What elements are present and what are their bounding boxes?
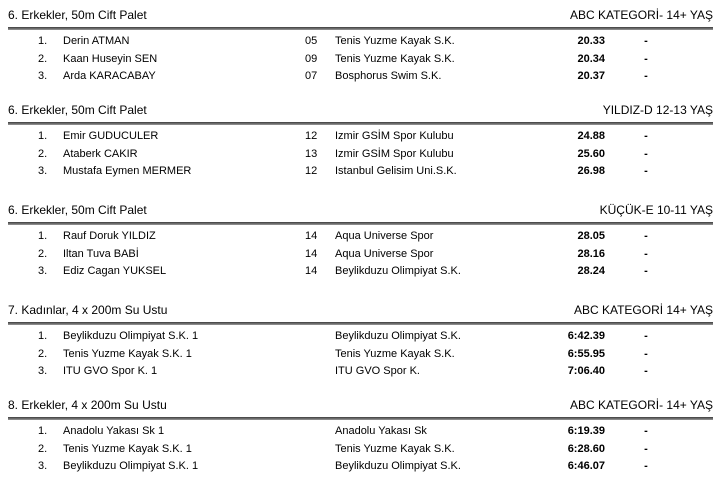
result-time: 28.16 [577,247,605,260]
rank-label: 1. [38,230,48,242]
points-dash: - [644,425,648,437]
club-name: Beylikduzu Olimpiyat S.K. [335,330,461,342]
athlete-name: Iltan Tuva BABİ [63,247,139,260]
header-rule [8,27,713,30]
result-row [0,327,719,345]
section-header [8,103,713,117]
athlete-name: Derin ATMAN [63,35,130,47]
points-dash: - [644,35,648,47]
result-time: 6:42.39 [567,330,605,342]
result-row [0,262,719,280]
birth-year: 13 [305,147,318,160]
club-name: Aqua Universe Spor [335,230,434,242]
results-list [0,32,719,85]
event-section-1 [0,8,719,85]
rank-label: 2. [38,52,48,65]
points-dash: - [644,265,648,277]
club-name: Izmir GSİM Spor Kulubu [335,130,454,142]
category-label: ABC KATEGORİ- 14+ YAŞ [569,398,713,412]
team-name: Beylikduzu Olimpiyat S.K. 1 [63,460,199,472]
club-name: Beylikduzu Olimpiyat S.K. [335,460,461,472]
birth-year: 09 [305,52,318,65]
event-title: 8. Erkekler, 4 x 200m Su Ustu [8,398,167,412]
event-title: 7. Kadınlar, 4 x 200m Su Ustu [8,303,168,317]
club-name: Tenis Yuzme Kayak S.K. [335,52,455,65]
section-header [8,203,713,217]
result-time: 24.88 [577,130,605,142]
header-rule [8,122,713,125]
section-header [8,303,713,317]
result-time: 6:46.07 [567,460,605,472]
team-name: Tenis Yuzme Kayak S.K. 1 [63,347,192,360]
club-name: Tenis Yuzme Kayak S.K. [335,442,455,455]
club-name: Aqua Universe Spor [335,247,434,260]
birth-year: 14 [305,265,318,277]
points-dash: - [644,330,648,342]
athlete-name: Mustafa Eymen MERMER [63,165,192,177]
club-name: Beylikduzu Olimpiyat S.K. [335,265,461,277]
result-row [0,345,719,363]
result-row [0,422,719,440]
result-time: 28.24 [577,265,605,277]
header-rule [8,417,713,420]
result-row [0,362,719,380]
points-dash: - [644,230,648,242]
event-section-4 [0,303,719,380]
rank-label: 1. [38,130,48,142]
section-header [8,8,713,22]
birth-year: 12 [305,165,318,177]
club-name: Bosphorus Swim S.K. [335,70,442,82]
club-name: Anadolu Yakası Sk [335,425,427,437]
birth-year: 14 [305,247,318,260]
points-dash: - [644,165,648,177]
club-name: Tenis Yuzme Kayak S.K. [335,347,455,360]
result-row [0,440,719,458]
header-rule [8,322,713,325]
birth-year: 07 [305,70,318,82]
rank-label: 2. [38,442,48,455]
athlete-name: Arda KARACABAY [63,70,156,82]
result-row [0,145,719,163]
result-row [0,50,719,68]
result-time: 25.60 [577,147,605,160]
result-time: 6:55.95 [567,347,605,360]
athlete-name: Rauf Doruk YILDIZ [63,230,156,242]
rank-label: 1. [38,35,48,47]
result-time: 28.05 [577,230,605,242]
category-label: ABC KATEGORİ 14+ YAŞ [573,303,713,317]
result-row [0,32,719,50]
category-label: YILDIZ-D 12-13 YAŞ [602,103,713,117]
rank-label: 3. [38,265,48,277]
header-rule [8,222,713,225]
points-dash: - [644,460,648,472]
event-title: 6. Erkekler, 50m Cift Palet [8,8,147,22]
section-header [8,398,713,412]
team-name: Tenis Yuzme Kayak S.K. 1 [63,442,192,455]
points-dash: - [644,130,648,142]
club-name: Istanbul Gelisim Uni.S.K. [335,165,457,177]
result-row [0,227,719,245]
result-time: 7:06.40 [567,365,605,377]
points-dash: - [644,247,648,260]
rank-label: 3. [38,165,48,177]
category-label: KÜÇÜK-E 10-11 YAŞ [599,203,713,217]
result-time: 6:28.60 [567,442,605,455]
results-list [0,227,719,280]
club-name: Izmir GSİM Spor Kulubu [335,147,454,160]
category-label: ABC KATEGORİ- 14+ YAŞ [569,8,713,22]
athlete-name: Kaan Huseyin SEN [63,52,158,65]
rank-label: 2. [38,147,48,160]
result-row [0,162,719,180]
club-name: ITU GVO Spor K. [335,365,420,377]
points-dash: - [644,147,648,160]
result-row [0,457,719,475]
team-name: Anadolu Yakası Sk 1 [63,425,165,437]
results-list [0,127,719,180]
result-time: 20.34 [577,52,605,65]
rank-label: 3. [38,365,48,377]
club-name: Tenis Yuzme Kayak S.K. [335,35,455,47]
team-name: ITU GVO Spor K. 1 [63,365,158,377]
result-row [0,67,719,85]
points-dash: - [644,70,648,82]
rank-label: 1. [38,330,48,342]
points-dash: - [644,442,648,455]
result-time: 26.98 [577,165,605,177]
event-section-5 [0,398,719,475]
points-dash: - [644,52,648,65]
athlete-name: Emir GUDUCULER [63,130,159,142]
rank-label: 2. [38,247,48,260]
result-time: 6:19.39 [567,425,605,437]
points-dash: - [644,365,648,377]
birth-year: 12 [305,130,318,142]
event-title: 6. Erkekler, 50m Cift Palet [8,103,147,117]
results-list [0,327,719,380]
athlete-name: Ediz Cagan YUKSEL [63,265,167,277]
results-list [0,422,719,475]
event-title: 6. Erkekler, 50m Cift Palet [8,203,147,217]
points-dash: - [644,347,648,360]
birth-year: 14 [305,230,318,242]
birth-year: 05 [305,35,318,47]
rank-label: 3. [38,460,48,472]
event-section-2 [0,103,719,180]
rank-label: 2. [38,347,48,360]
team-name: Beylikduzu Olimpiyat S.K. 1 [63,330,199,342]
event-section-3 [0,203,719,280]
athlete-name: Ataberk CAKIR [63,147,138,160]
result-time: 20.37 [577,70,605,82]
result-row [0,127,719,145]
result-time: 20.33 [577,35,605,47]
result-row [0,245,719,263]
rank-label: 1. [38,425,48,437]
rank-label: 3. [38,70,48,82]
